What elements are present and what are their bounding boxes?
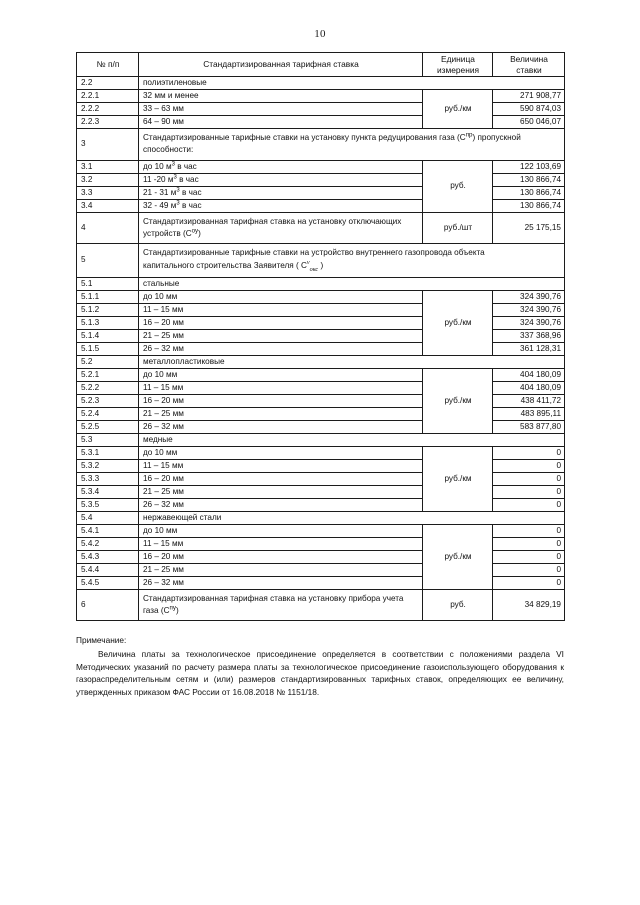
table-row: [77, 212, 565, 244]
row-value: 0: [493, 485, 565, 498]
row-number: 5.2.1: [77, 368, 139, 381]
row-number: 6: [77, 589, 139, 621]
row-description: 11 – 15 мм: [139, 381, 423, 394]
row-number: 5.3.1: [77, 446, 139, 459]
tariff-rates-table: [76, 52, 565, 621]
table-row: [77, 244, 565, 278]
section3-text-part1: Стандартизированные тарифные ставки на установку пункта редуцирования газа (С: [143, 133, 466, 142]
row-group-label: нержавеющей стали: [139, 511, 565, 524]
row-value: 130 866,74: [493, 186, 565, 199]
row-number: 5.2.4: [77, 407, 139, 420]
row-description: 64 – 90 мм: [139, 116, 423, 129]
row-description: 26 – 32 мм: [139, 576, 423, 589]
row-group-label: стальные: [139, 277, 565, 290]
column-header-value-line2: ставки: [516, 64, 542, 75]
row-description: 16 – 20 мм: [139, 316, 423, 329]
row-number: 5.2.5: [77, 420, 139, 433]
row-unit: руб.: [423, 589, 493, 621]
table-header-row: [77, 53, 565, 77]
row-description: 21 – 25 мм: [139, 407, 423, 420]
section5-text-part2: капитального строительства Заявителя ( С: [143, 261, 307, 271]
column-header-value: [493, 53, 565, 77]
row-description: 16 – 20 мм: [139, 550, 423, 563]
row-description: 11 -20 $м^3$ в час: [139, 173, 423, 186]
row-value: 130 866,74: [493, 199, 565, 212]
row-description: 11 – 15 мм: [139, 303, 423, 316]
row-number: 5.3.3: [77, 472, 139, 485]
row-description: 21 – 25 мм: [139, 563, 423, 576]
row-number: 5.4.4: [77, 563, 139, 576]
row-number: 5.4: [77, 511, 139, 524]
section3-superscript: пр: [465, 131, 473, 139]
row-number: 5.1.1: [77, 290, 139, 303]
row-number: 5.3.5: [77, 498, 139, 511]
row-number: 3.4: [77, 199, 139, 212]
row-value: 122 103,69: [493, 160, 565, 173]
row-value: 0: [493, 446, 565, 459]
table-row: [77, 277, 565, 290]
row-description: 26 – 32 мм: [139, 342, 423, 355]
row-number: 5.4.2: [77, 537, 139, 550]
column-header-number: № п/п: [77, 53, 139, 77]
table-body: [77, 77, 565, 621]
row-unit: руб./км: [423, 446, 493, 511]
row-group-label: медные: [139, 433, 565, 446]
row-unit: руб./км: [423, 290, 493, 355]
row-description: 11 – 15 мм: [139, 537, 423, 550]
table-row: [77, 589, 565, 621]
note-block: [76, 634, 564, 698]
row-number: 3.3: [77, 186, 139, 199]
row-value: 0: [493, 563, 565, 576]
column-header-unit-line2: измерения: [436, 64, 480, 75]
row-description: до 10 мм: [139, 524, 423, 537]
table-row: [77, 160, 565, 173]
row-description: до 10 мм: [139, 290, 423, 303]
section5-text-part3: ): [318, 261, 324, 271]
row-unit: руб./шт: [423, 212, 493, 244]
row-value: 0: [493, 576, 565, 589]
cubic-superscript: 3: [171, 160, 175, 167]
row-value: 404 180,09: [493, 368, 565, 381]
row-value: 0: [493, 537, 565, 550]
row-section-description: [139, 129, 565, 161]
table-row: [77, 511, 565, 524]
row-number: 2.2.3: [77, 116, 139, 129]
row-number: 5: [77, 244, 139, 278]
section6-superscript: пу: [169, 604, 176, 612]
row-value: 483 895,11: [493, 407, 565, 420]
table-row: [77, 77, 565, 90]
row-description: 26 – 32 мм: [139, 498, 423, 511]
column-header-unit-line1: Единица: [441, 54, 475, 64]
section4-text-part2: ): [198, 228, 201, 238]
row-description: 26 – 32 мм: [139, 420, 423, 433]
row-value: 361 128,31: [493, 342, 565, 355]
row-number: 3.2: [77, 173, 139, 186]
row-value: 271 908,77: [493, 90, 565, 103]
row-number: 5.2.2: [77, 381, 139, 394]
row-number: 2.2: [77, 77, 139, 90]
row-value: 0: [493, 524, 565, 537]
row-group-label: полиэтиленовые: [139, 77, 565, 90]
row-unit: руб.: [423, 160, 493, 212]
cubic-superscript: 3: [176, 186, 180, 193]
row-value: 324 390,76: [493, 316, 565, 329]
row-section-description: [139, 212, 423, 244]
row-section-description: [139, 244, 565, 278]
row-number: 5.3.4: [77, 485, 139, 498]
row-value: 0: [493, 498, 565, 511]
row-unit: руб./км: [423, 368, 493, 433]
note-text: Величина платы за технологическое присоединение определяется в соответствии с положениями раздела VI Методических указаний по расчету размера платы за технологическое присоединение газоиспользующего оборудования к газораспределительным сетям и (или) размеров стандартизированных тарифных ставок, определяющих ее величину, утвержденных приказом ФАС России от 16.08.2018 № 1151/18.: [76, 648, 564, 697]
page-number: 10: [314, 28, 326, 40]
row-value: 438 411,72: [493, 394, 565, 407]
row-number: 5.1.5: [77, 342, 139, 355]
note-title: Примечание:: [76, 635, 127, 646]
row-number: 4: [77, 212, 139, 244]
section5-superscript: v: [306, 259, 310, 267]
table-row: [77, 524, 565, 537]
table-row: [77, 446, 565, 459]
row-description: 11 – 15 мм: [139, 459, 423, 472]
column-header-unit: [423, 53, 493, 77]
row-description: 32 - 49 $м^3$ в час: [139, 199, 423, 212]
column-header-description: Стандартизированная тарифная ставка: [139, 53, 423, 77]
row-number: 5.1: [77, 277, 139, 290]
row-description: 16 – 20 мм: [139, 394, 423, 407]
cubic-superscript: 3: [176, 199, 180, 206]
table-row: [77, 368, 565, 381]
row-description: 21 – 25 мм: [139, 329, 423, 342]
row-description: 21 - 31 $м^3$ в час: [139, 186, 423, 199]
row-number: 5.1.2: [77, 303, 139, 316]
row-value: 0: [493, 459, 565, 472]
row-value: 34 829,19: [493, 589, 565, 621]
table-header: [77, 53, 565, 77]
row-value: 324 390,76: [493, 290, 565, 303]
section5-text-part1: Стандартизированные тарифные ставки на устройство внутреннего газопровода объекта: [143, 248, 485, 258]
row-number: 2.2.1: [77, 90, 139, 103]
row-value: 337 368,96: [493, 329, 565, 342]
section6-text-part2: ): [175, 606, 179, 616]
section3-text-part2: ) пропускной способности:: [143, 133, 521, 155]
row-description: 16 – 20 мм: [139, 472, 423, 485]
row-value: 583 877,80: [493, 420, 565, 433]
row-unit: руб./км: [423, 524, 493, 589]
row-section-description: [139, 589, 423, 621]
table-row: [77, 129, 565, 161]
row-number: 5.4.3: [77, 550, 139, 563]
row-number: 3: [77, 129, 139, 161]
row-number: 5.4.1: [77, 524, 139, 537]
row-group-label: металлопластиковые: [139, 355, 565, 368]
row-number: 5.3: [77, 433, 139, 446]
row-value: 0: [493, 550, 565, 563]
cubic-superscript: 3: [173, 173, 177, 180]
table-row: [77, 90, 565, 103]
row-number: 2.2.2: [77, 103, 139, 116]
row-description: 33 – 63 мм: [139, 103, 423, 116]
row-value: 25 175,15: [493, 212, 565, 244]
row-number: 5.4.5: [77, 576, 139, 589]
row-description: до 10 $м^3$ в час: [139, 160, 423, 173]
row-description: до 10 мм: [139, 446, 423, 459]
row-number: 5.1.3: [77, 316, 139, 329]
row-number: 5.2.3: [77, 394, 139, 407]
row-value: 0: [493, 472, 565, 485]
table-row: [77, 355, 565, 368]
row-value: 590 874,03: [493, 103, 565, 116]
section4-text-part1: Стандартизированная тарифная ставка на установку отключающих устройств (С: [143, 216, 402, 238]
row-unit: руб./км: [423, 90, 493, 129]
row-number: 5.3.2: [77, 459, 139, 472]
row-value: 130 866,74: [493, 173, 565, 186]
section4-superscript: оу: [191, 227, 199, 235]
column-header-value-line1: Величина: [510, 54, 548, 64]
section6-text-part1: Стандартизированная тарифная ставка на установку прибора учета газа (С: [143, 593, 404, 616]
row-value: 324 390,76: [493, 303, 565, 316]
row-description: 32 мм и менее: [139, 90, 423, 103]
formula-symbol: [306, 259, 319, 274]
document-body: [76, 52, 564, 698]
row-description: 21 – 25 мм: [139, 485, 423, 498]
row-description: до 10 мм: [139, 368, 423, 381]
table-row: [77, 433, 565, 446]
row-number: 5.1.4: [77, 329, 139, 342]
row-number: 3.1: [77, 160, 139, 173]
row-number: 5.2: [77, 355, 139, 368]
row-value: 650 046,07: [493, 116, 565, 129]
row-value: 404 180,09: [493, 381, 565, 394]
section5-subscript: окс: [309, 266, 319, 274]
table-row: [77, 290, 565, 303]
